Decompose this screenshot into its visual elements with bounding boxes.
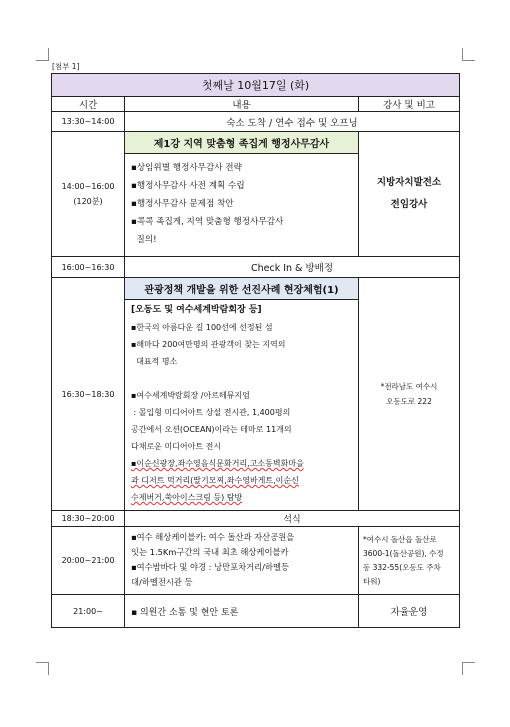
lecture1-duration: (120분) — [73, 197, 103, 206]
evening-row — [52, 527, 460, 595]
field-trip-location-cell — [359, 278, 460, 511]
crop-mark-top-left — [36, 48, 49, 61]
checkin-content: Check In & 방배정 — [125, 257, 460, 278]
crop-mark-top-right — [462, 48, 475, 61]
lecturer-org: 지방자치발전소 — [376, 177, 442, 188]
attachment-label: [첨부 1] — [52, 62, 80, 71]
lecture1-time-cell — [52, 132, 125, 257]
column-header-row — [52, 97, 460, 112]
arrival-content: 숙소 도착 / 연수 접수 및 오프닝 — [125, 112, 460, 132]
crop-mark-bottom-right — [462, 662, 475, 675]
list-item: ▪이순신광장,좌수영음식문화거리,고소동벽화마을 — [131, 459, 304, 468]
list-item: 대표적 명소 — [131, 357, 178, 366]
location-line: *전라남도 여수시 — [380, 382, 438, 391]
location-line: 3600-1(돌산공원), 수정 — [363, 548, 444, 558]
time-cell: 18:30~20:00 — [52, 511, 125, 527]
list-item: ▪상임위별 행정사무감사 전략 — [131, 163, 242, 173]
time-cell: 21:00~ — [52, 595, 125, 628]
list-item: 다채로운 미디어아트 전시 — [131, 442, 222, 451]
field-trip-time: 16:30~18:30 — [52, 278, 125, 511]
evening-items — [125, 527, 359, 595]
table-row — [52, 112, 460, 132]
list-item: ▪해마다 200여만명의 관광객이 찾는 지역의 — [131, 340, 286, 349]
list-item: 대/하멜전시관 등 — [131, 576, 193, 587]
list-item — [131, 370, 352, 387]
col-content-header: 내용 — [125, 97, 359, 112]
lecture1-time: 14:00~16:00 — [61, 182, 115, 191]
schedule-table — [51, 73, 460, 628]
location-line: 타워) — [363, 576, 381, 586]
list-item: 과 디저트 먹거리(딸기모찌,좌수영바게트,이순신 — [131, 476, 299, 485]
list-item: ▪행정사무감사 사전 계획 수립 — [131, 181, 245, 191]
lecture1-lecturer-cell — [359, 132, 460, 257]
lecture1-items — [125, 154, 359, 257]
location-line: 동 332-55(오동도 주차 — [363, 562, 441, 572]
location-line: *여수시 돌산읍 돌산로 — [363, 534, 437, 544]
list-item: : 몰입형 미디어아트 상설 전시관, 1,400평의 — [131, 408, 291, 417]
field-trip-row — [52, 278, 460, 300]
list-item: ▪여수세계박람회장 /아르떼뮤지엄 — [131, 391, 250, 400]
day-title-row — [52, 74, 460, 97]
list-item: 수제버거,쑥아이스크림 등) 탐방 — [131, 493, 243, 502]
discussion-content: ▪ 의원간 소통 및 현안 토론 — [125, 595, 359, 628]
table-row — [52, 257, 460, 278]
col-time-header: 시간 — [52, 97, 125, 112]
list-item: 잇는 1.5Km구간의 국내 최초 해상케이블카 — [131, 546, 289, 557]
discussion-row — [52, 595, 460, 628]
time-cell: 13:30~14:00 — [52, 112, 125, 132]
list-item: ▪한국의 아름다운 길 100선에 선정된 섬 — [131, 323, 273, 332]
field-trip-heading: [오동도 및 여수세계박람회장 등] — [131, 305, 262, 315]
lecture1-row — [52, 132, 460, 154]
list-item: ▪콕콕 족집게, 지역 맞춤형 행정사무감사 — [131, 217, 284, 227]
lecture1-title: 제1강 지역 맞춤형 족집게 행정사무감사 — [125, 132, 359, 154]
list-item: ▪여수 해상케이블카: 여수 돌산과 자산공원을 — [131, 531, 295, 542]
field-trip-title: 관광정책 개발을 위한 선진사례 현장체험(1) — [125, 278, 359, 300]
day-title: 첫째날 10월17일 (화) — [52, 74, 460, 97]
lecturer-role: 전임강사 — [390, 199, 428, 210]
list-item: ▪여수밤바다 및 야경 : 낭만포차거리/하멜등 — [131, 561, 290, 572]
list-item: 질의! — [131, 235, 157, 245]
field-trip-items — [125, 300, 359, 511]
col-lecturer-header: 강사 및 비고 — [359, 97, 460, 112]
time-cell: 16:00~16:30 — [52, 257, 125, 278]
dinner-content: 석식 — [125, 511, 460, 527]
table-row — [52, 511, 460, 527]
evening-location-cell — [359, 527, 460, 595]
location-line: 오동도로 222 — [386, 397, 432, 406]
list-item: ▪행정사무감사 문제점 착안 — [131, 199, 234, 209]
list-item: 공간에서 오션(OCEAN)이라는 테마로 11개의 — [131, 425, 292, 434]
time-cell: 20:00~21:00 — [52, 527, 125, 595]
crop-mark-bottom-left — [36, 662, 49, 675]
discussion-note: 자율운영 — [359, 595, 460, 628]
